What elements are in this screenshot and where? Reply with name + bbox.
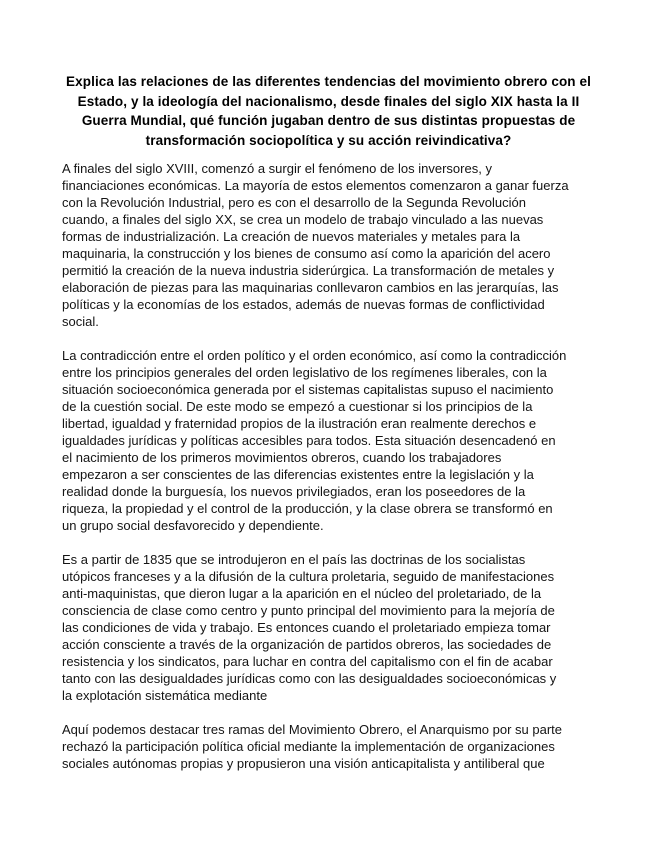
text-line: empezaron a ser conscientes de las diferencias existentes entre la legislación y la: [62, 467, 534, 482]
text-line: acción consciente a través de la organización de partidos obreros, las sociedades de: [62, 637, 552, 652]
text-line: financiaciones económicas. La mayoría de estos elementos comenzaron a ganar fuerza: [62, 178, 569, 193]
text-line: el nacimiento de los primeros movimientos obreros, cuando los trabajadores: [62, 450, 502, 465]
paragraph-2: [62, 347, 602, 534]
text-line: con la Revolución Industrial, pero es con el desarrollo de la Segunda Revolución: [62, 195, 526, 210]
text-line: Aquí podemos destacar tres ramas del Movimiento Obrero, el Anarquismo por su parte: [62, 722, 563, 737]
text-line: un grupo social desfavorecido y dependiente.: [62, 518, 324, 533]
text-line: tanto con las desigualdades jurídicas como con las desigualdades socioeconómicas y: [62, 671, 557, 686]
text-line: Explica las relaciones de las diferentes tendencias del movimiento obrero con el: [66, 74, 591, 89]
paragraph-1: [62, 160, 602, 330]
paragraph-3: [62, 551, 602, 704]
text-line: la explotación sistemática mediante: [62, 688, 268, 703]
text-line: libertad, igualdad y fraternidad propios de la ilustración eran realmente derechos e: [62, 416, 537, 431]
text-line: permitió la creación de la nueva industria siderúrgica. La transformación de metales y: [62, 263, 555, 278]
text-line: Es a partir de 1835 que se introdujeron en el país las doctrinas de los socialistas: [62, 552, 526, 567]
text-line: las condiciones de vida y trabajo. Es entonces cuando el proletariado empieza tomar: [62, 620, 551, 635]
text-line: A finales del siglo XVIII, comenzó a surgir el fenómeno de los inversores, y: [62, 161, 492, 176]
text-line: resistencia y los sindicatos, para luchar en contra del capitalismo con el fin de acabar: [62, 654, 553, 669]
text-line: elaboración de piezas para las maquinarias conllevaron cambios en las jerarquías, las: [62, 280, 559, 295]
document-body: [62, 160, 602, 789]
text-line: cuando, a finales del siglo XX, se crea un modelo de trabajo vinculado a las nuevas: [62, 212, 544, 227]
text-line: situación socioeconómica generada por el sistemas capitalistas supuso el nacimiento: [62, 382, 554, 397]
text-line: utópicos franceses y a la difusión de la cultura proletaria, seguido de manifestaciones: [62, 569, 555, 584]
text-line: de la cuestión social. De este modo se empezó a cuestionar si los principios de la: [62, 399, 533, 414]
text-line: transformación sociopolítica y su acción reivindicativa?: [145, 132, 512, 148]
text-line: formas de industrialización. La creación de nuevos materiales y metales para la: [62, 229, 521, 244]
text-line: riqueza, la propiedad y el control de la producción, y la clase obrera se transformó en: [62, 501, 553, 516]
text-line: sociales autónomas propias y propusieron una visión anticapitalista y antiliberal que: [62, 756, 545, 771]
text-line: maquinaria, la construcción y los bienes de consumo así como la aparición del acero: [62, 246, 551, 261]
text-line: realidad donde la burguesía, los nuevos privilegiados, eran los poseedores de la: [62, 484, 526, 499]
text-line: rechazó la participación política oficial mediante la implementación de organizaciones: [62, 739, 555, 754]
text-line: Guerra Mundial, qué función jugaban dentro de sus distintas propuestas de: [81, 113, 576, 128]
text-line: La contradicción entre el orden político y el orden económico, así como la contradicción: [62, 348, 567, 363]
text-line: anti-maquinistas, que dieron lugar a la aparición en el núcleo del proletariado, de la: [62, 586, 542, 601]
text-line: social.: [62, 314, 99, 329]
text-line: políticas y la economías de los estados, además de nuevas formas de conflictividad: [62, 297, 545, 312]
text-line: Estado, y la ideología del nacionalismo, desde finales del siglo XIX hasta la II: [77, 93, 580, 109]
document-title: [61, 72, 596, 150]
text-line: consciencia de clase como centro y punto principal del movimiento para la mejoría de: [62, 603, 555, 618]
text-line: igualdades jurídicas y políticas accesibles para todos. Esta situación desencadenó en: [62, 433, 556, 448]
text-line: entre los principios generales del orden legislativo de los regímenes liberales, con la: [62, 365, 547, 380]
paragraph-4: [62, 721, 602, 772]
